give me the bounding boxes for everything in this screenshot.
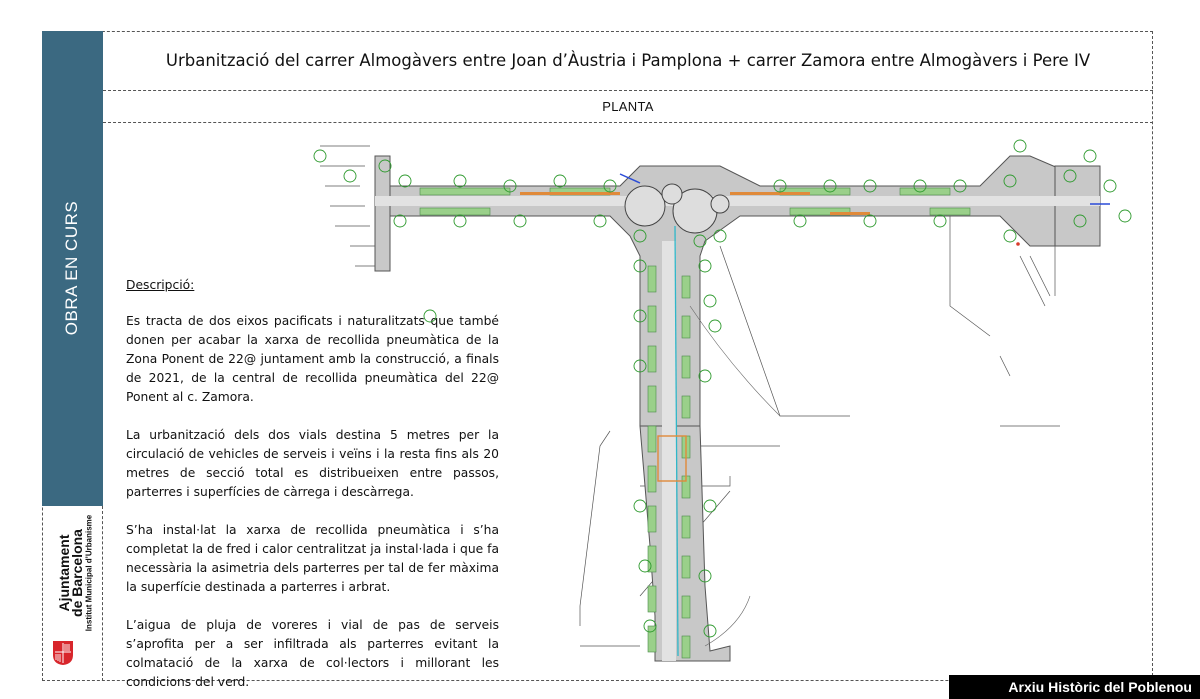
- tree: [1119, 210, 1131, 222]
- logo-line1: Ajuntament: [56, 534, 72, 612]
- tree: [514, 215, 526, 227]
- title-row: [103, 31, 1153, 91]
- tree: [594, 215, 606, 227]
- planter: [648, 426, 656, 452]
- tree: [424, 310, 436, 322]
- description-paragraph: La urbanització dels dos vials destina 5 metres per la circulació de vehicles de serveis i veïns i la resta fins als 20 metres de secció total es distribueixen entre passos, parterres i superfícies de càrrega i descàrrega.: [126, 428, 499, 499]
- archive-watermark: Arxiu Històric del Poblenou: [949, 675, 1200, 699]
- title-part-street: Zamora: [801, 51, 866, 70]
- roundabout-circle: [625, 186, 665, 226]
- planter: [648, 546, 656, 572]
- service-stripe: [520, 192, 620, 195]
- planter: [682, 516, 690, 538]
- planter: [648, 266, 656, 292]
- roundabout-circle: [662, 184, 682, 204]
- planter: [648, 506, 656, 532]
- accent-dot: [1016, 242, 1020, 246]
- tree: [394, 215, 406, 227]
- tree: [1084, 150, 1096, 162]
- status-label: OBRA EN CURS: [62, 200, 81, 336]
- tree: [1004, 230, 1016, 242]
- planter: [682, 356, 690, 378]
- tree: [454, 175, 466, 187]
- subtitle-row: [103, 91, 1153, 123]
- planter: [682, 556, 690, 578]
- barcelona-shield-icon: [52, 640, 74, 666]
- tree: [704, 295, 716, 307]
- tree: [314, 150, 326, 162]
- planter: [648, 346, 656, 372]
- planter: [682, 596, 690, 618]
- planter: [648, 386, 656, 412]
- page-subtitle: PLANTA: [602, 99, 654, 114]
- tree: [344, 170, 356, 182]
- title-part: entre Joan d’Àustria i Pamplona + carrer: [457, 51, 801, 70]
- tree: [699, 370, 711, 382]
- description-paragraph: S’ha instal·lat la xarxa de recollida pneumàtica i s’ha completat la de fred i calor centralitzat ja instal·lada i que fa necessària la asimetria dels parterres per tal de fer màxima la superfície destinada a parterres i arbrat.: [126, 523, 499, 594]
- logo-line3: Institut Municipal d’Urbanisme: [84, 514, 94, 632]
- tree: [864, 215, 876, 227]
- service-lane: [375, 196, 1100, 206]
- planter: [682, 316, 690, 338]
- planter: [648, 466, 656, 492]
- tree: [1014, 140, 1026, 152]
- description-paragraph: Es tracta de dos eixos pacificats i naturalitzats que també donen per acabar la xarxa de recollida pneumàtica de la Zona Ponent de 22@ juntament amb la construcció, a finals de 2021, de la central de recollida pneumàtica del 22@ Ponent al c. Zamora.: [126, 314, 499, 404]
- tree: [1104, 180, 1116, 192]
- street-end-left: [375, 156, 390, 271]
- planter: [420, 188, 510, 195]
- site-plan-drawing: [310, 126, 1150, 681]
- tree: [794, 215, 806, 227]
- tree: [554, 175, 566, 187]
- roundabout-circle: [711, 195, 729, 213]
- description-paragraph: L’aigua de pluja de voreres i vial de pas de serveis s’aprofita per a ser infiltrada als parterres evitant la colmatació de la xarxa de col·lectors i millorant les condicions del verd.: [126, 618, 499, 689]
- page-title: [166, 51, 1090, 70]
- tree: [399, 175, 411, 187]
- title-part-street: Almogàvers: [359, 51, 458, 70]
- planter: [648, 306, 656, 332]
- tree: [704, 500, 716, 512]
- tree: [709, 320, 721, 332]
- planter: [420, 208, 490, 215]
- plot-boundary: [690, 306, 780, 416]
- plot-boundary: [705, 596, 750, 646]
- tree: [934, 215, 946, 227]
- planter: [682, 636, 690, 658]
- tree: [714, 230, 726, 242]
- planter: [930, 208, 970, 215]
- tree: [634, 500, 646, 512]
- planter: [682, 396, 690, 418]
- service-stripe: [830, 212, 870, 215]
- service-lane-vertical: [662, 241, 676, 661]
- description-heading: Descripció:: [126, 278, 195, 292]
- service-stripe: [730, 192, 810, 195]
- title-part: Urbanització del carrer: [165, 51, 360, 70]
- planter: [682, 276, 690, 298]
- title-part: entre Almogàvers i Pere IV: [865, 51, 1091, 70]
- logo-line2: de Barcelona: [69, 529, 85, 617]
- tree: [699, 260, 711, 272]
- tree: [454, 215, 466, 227]
- planter: [648, 586, 656, 612]
